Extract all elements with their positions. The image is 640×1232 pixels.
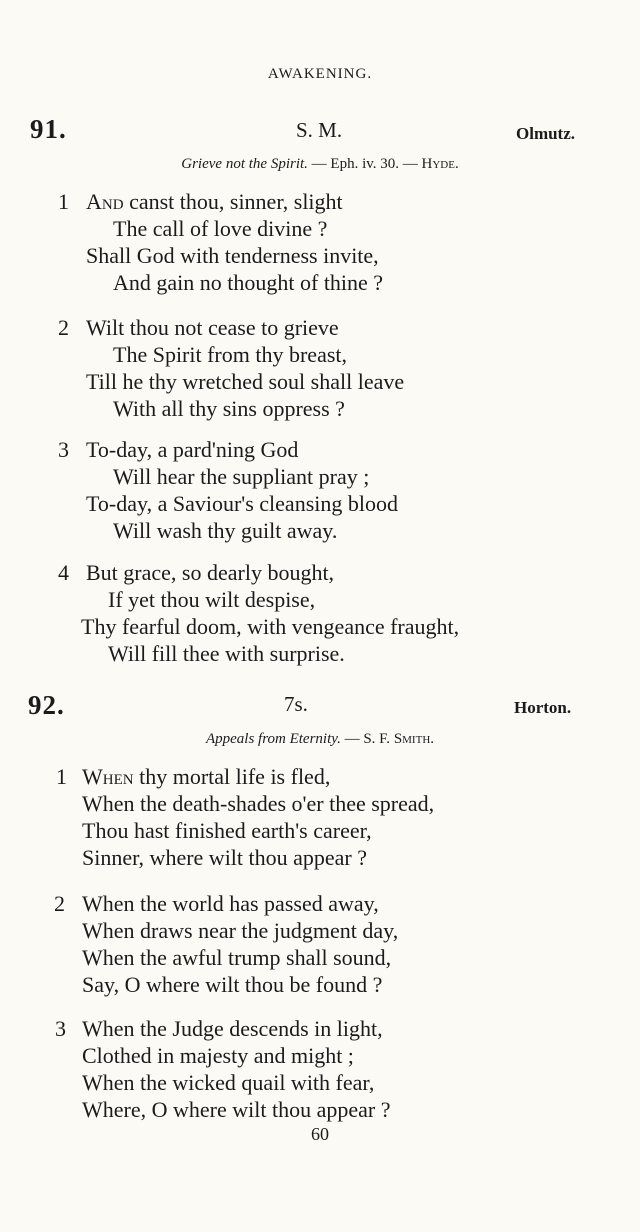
verse-first-word: When	[82, 891, 135, 916]
verse-line	[86, 559, 334, 586]
verse-line: Will wash thy guilt away.	[113, 518, 338, 543]
verse-line: The call of love divine ?	[113, 216, 328, 241]
verse-line: When draws near the judgment day,	[82, 918, 399, 943]
verse-first-rest: thou not cease to grieve	[124, 315, 339, 340]
verse-first-rest: the world has passed away,	[134, 891, 379, 916]
verse-line: When the awful trump shall sound,	[82, 945, 392, 970]
verse-line	[82, 1015, 383, 1042]
verse-first-rest: the Judge descends in light,	[134, 1016, 383, 1041]
verse-number: 2	[54, 891, 65, 916]
hymn-91-attribution	[0, 156, 640, 173]
verse-number: 4	[58, 560, 69, 585]
verse-line: Say, O where wilt thou be found ?	[82, 972, 383, 997]
verse-line: Shall God with tenderness invite,	[86, 243, 379, 268]
hymn-92-tune: Horton.	[514, 698, 572, 717]
verse-line: To-day, a Saviour's cleansing blood	[86, 491, 398, 516]
verse-first-rest: canst thou, sinner, slight	[123, 189, 343, 214]
hymn-91-attribution-title: Grieve not the Spirit.	[181, 156, 308, 172]
verse-line: Where, O where wilt thou appear ?	[82, 1097, 391, 1122]
verse-first-word: To-day,	[86, 437, 153, 462]
verse-line: Clothed in majesty and might ;	[82, 1043, 354, 1068]
hymn-91-attribution-author: Hyde.	[421, 156, 459, 172]
verse-first-word: Wilt	[86, 315, 125, 340]
verse-first-word: When	[82, 764, 134, 789]
verse-line	[82, 890, 379, 917]
verse-line: Sinner, where wilt thou appear ?	[82, 845, 368, 870]
verse-line: Thou hast finished earth's career,	[82, 818, 372, 843]
verse-number: 2	[58, 315, 69, 340]
verse-line: If yet thou wilt despise,	[108, 587, 316, 612]
hymn-92-attribution	[0, 731, 640, 748]
verse-first-rest: a pard'ning God	[152, 437, 299, 462]
verse-line: Thy fearful doom, with vengeance fraught,	[81, 614, 460, 639]
hymn-91-tune: Olmutz.	[516, 124, 576, 143]
verse-line: Till he thy wretched soul shall leave	[86, 369, 405, 394]
hymn-91-meter: S. M.	[296, 118, 343, 142]
verse-line: When the death-shades o'er thee spread,	[82, 791, 435, 816]
verse-line: And gain no thought of thine ?	[113, 270, 384, 295]
verse-number: 3	[58, 437, 69, 462]
verse-number: 1	[58, 189, 69, 214]
verse-line: Will hear the suppliant pray ;	[113, 464, 370, 489]
hymn-92-attribution-ref: — S. F.	[344, 731, 391, 747]
running-head: AWAKENING.	[267, 66, 373, 82]
verse-line	[82, 763, 330, 790]
verse-first-word: But	[86, 560, 118, 585]
verse-line: Will fill thee with surprise.	[108, 641, 345, 666]
hymn-92-meter: 7s.	[284, 692, 308, 716]
hymn-92-attribution-title: Appeals from Eternity.	[205, 731, 341, 747]
verse-line	[86, 314, 339, 341]
verse-number: 3	[55, 1016, 66, 1041]
verse-first-word: And	[86, 189, 124, 214]
verse-line: The Spirit from thy breast,	[113, 342, 348, 367]
hymn-92-number: 92.	[28, 690, 65, 720]
verse-line	[86, 436, 298, 463]
verse-first-rest: grace, so dearly bought,	[117, 560, 335, 585]
verse-first-rest: thy mortal life is fled,	[133, 764, 331, 789]
hymn-91-attribution-ref: — Eph. iv. 30. —	[311, 156, 418, 172]
verse-line: With all thy sins oppress ?	[113, 396, 345, 421]
verse-number: 1	[56, 764, 67, 789]
hymn-92-attribution-author: Smith.	[393, 731, 435, 747]
verse-line	[86, 188, 343, 215]
verse-line: When the wicked quail with fear,	[82, 1070, 375, 1095]
verse-first-word: When	[82, 1016, 135, 1041]
page-number: 60	[311, 1124, 329, 1144]
hymn-91-number: 91.	[30, 114, 67, 144]
